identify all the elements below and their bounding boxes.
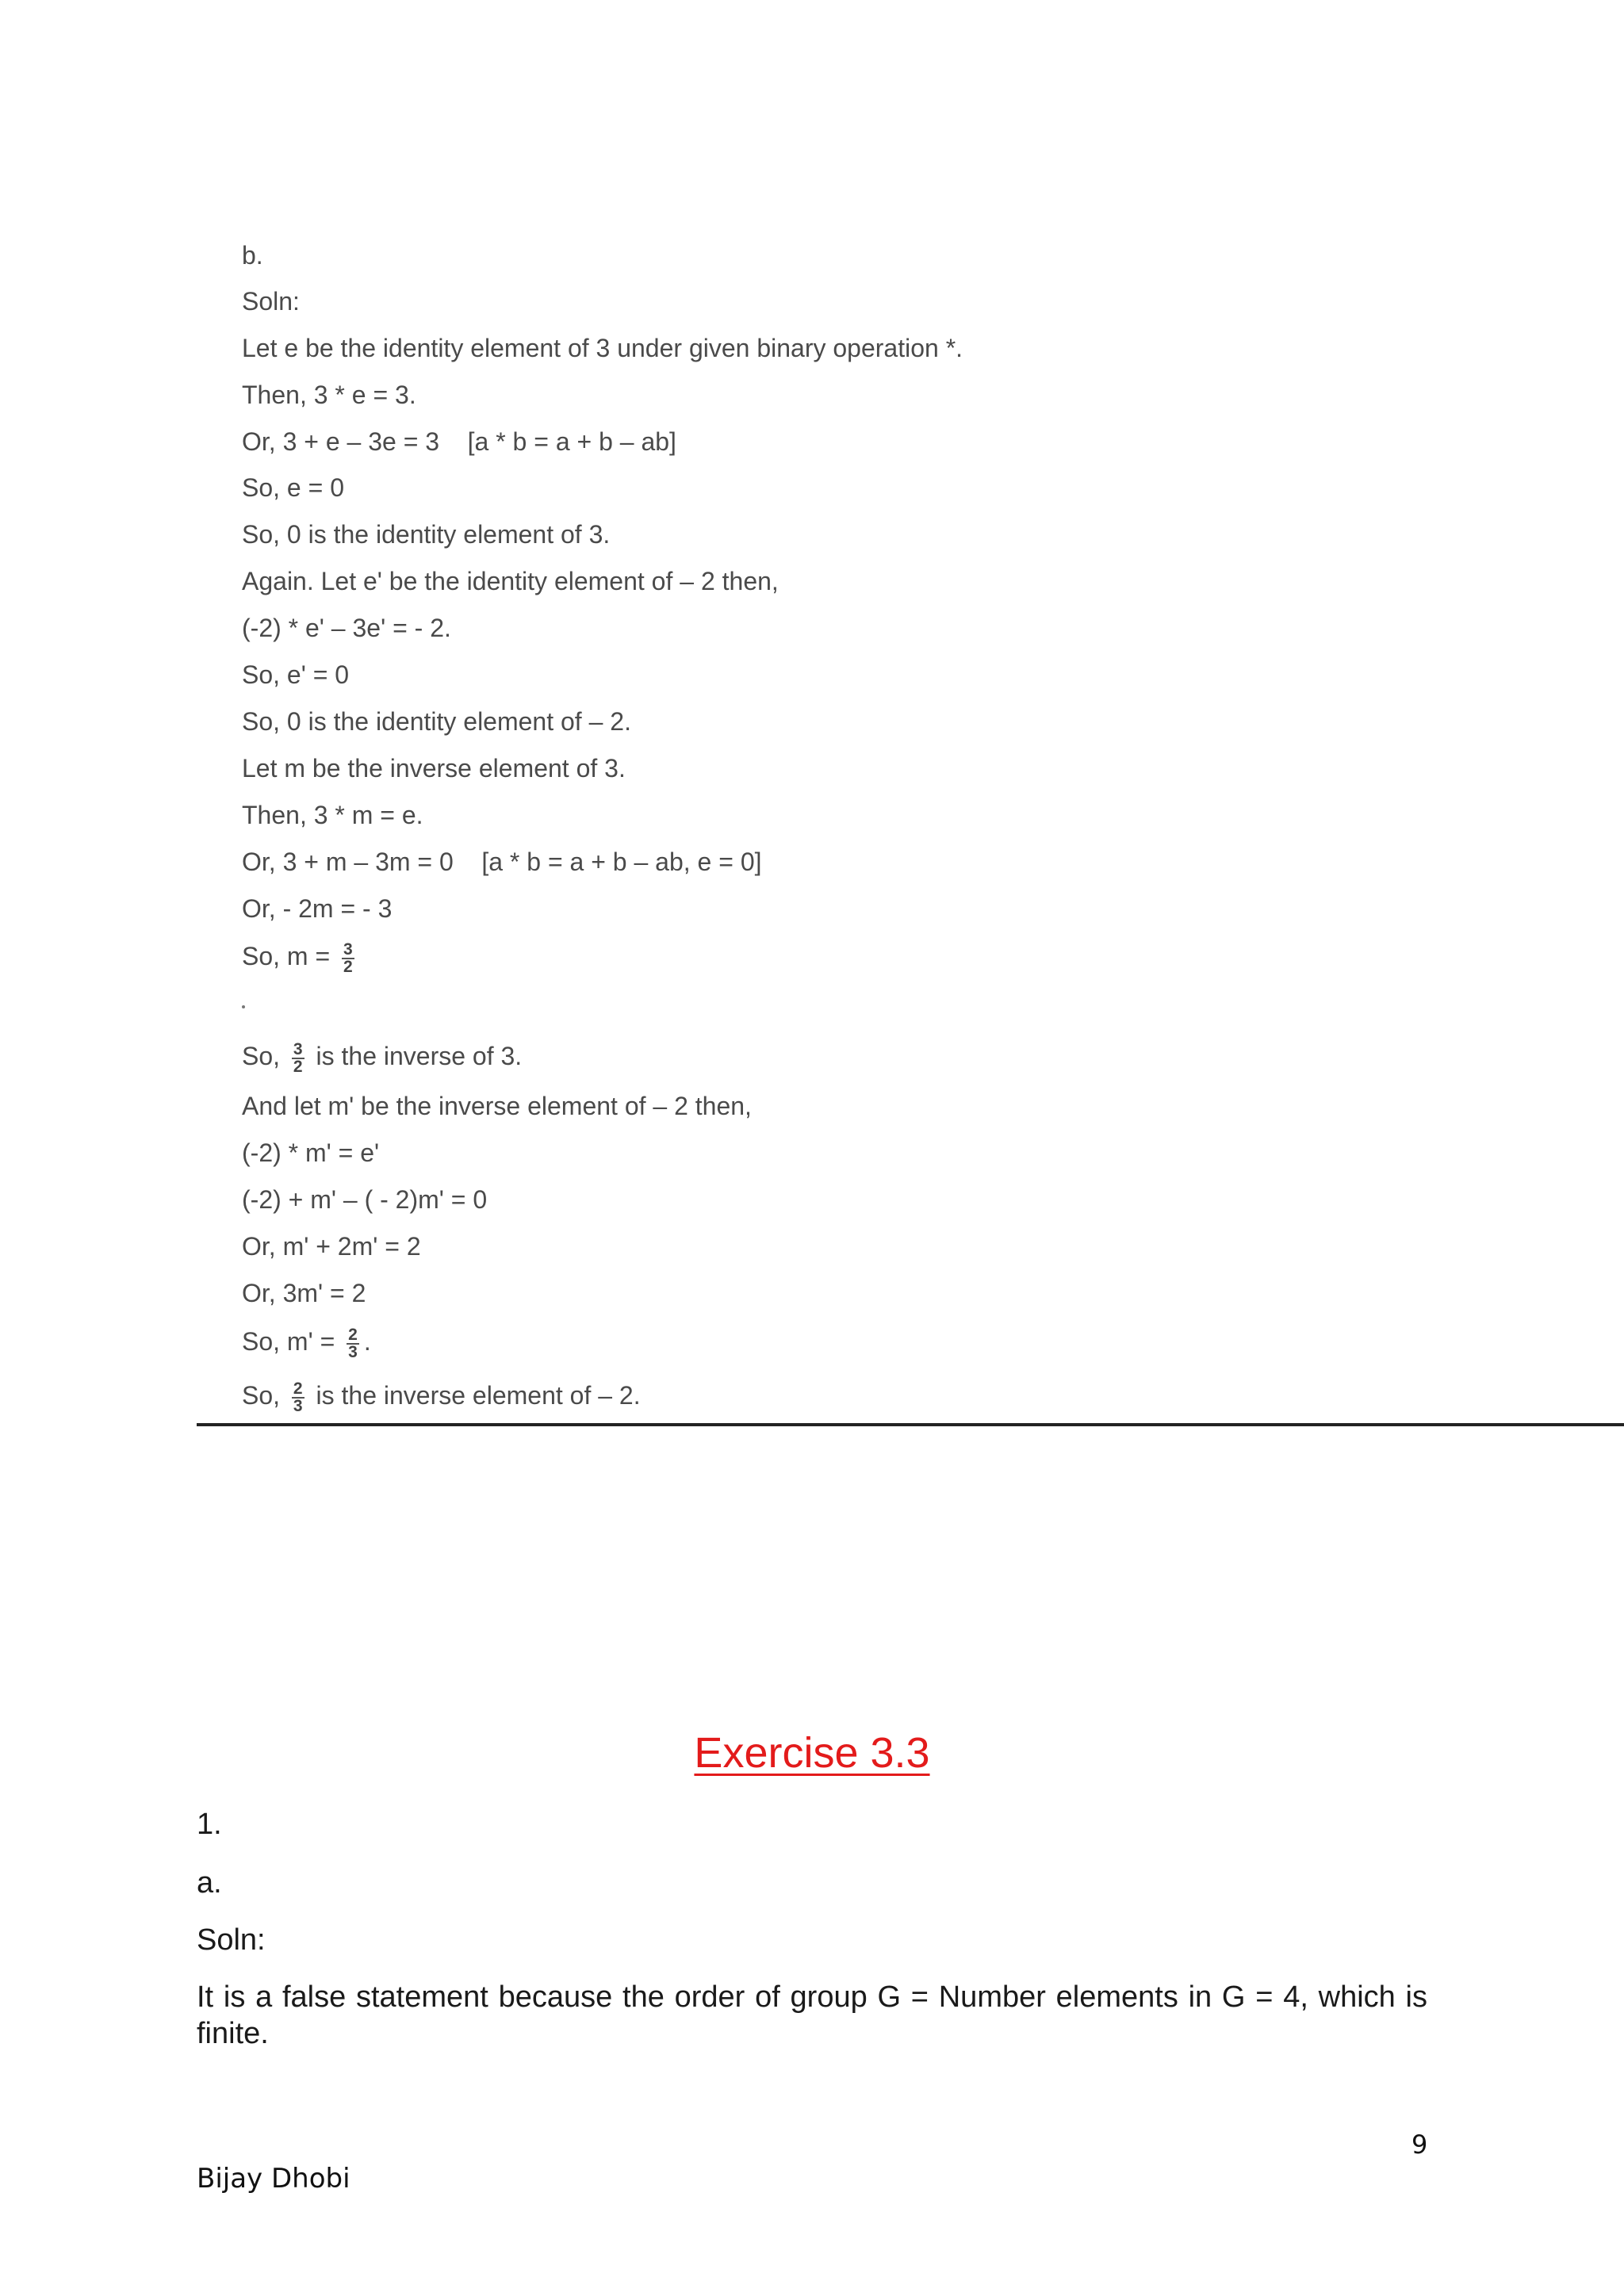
scan-line: So, e = 0 — [242, 473, 344, 502]
fraction-prefix: So, m' = — [242, 1327, 343, 1356]
page-number: 9 — [1411, 2130, 1428, 2160]
fraction-line-m-prime — [242, 1324, 371, 1359]
scan-line: Soln: — [242, 287, 300, 316]
scan-line: b. — [242, 241, 263, 270]
fraction-suffix: is the inverse of 3. — [308, 1042, 523, 1070]
fraction-numerator: 2 — [348, 1325, 358, 1344]
scan-line: Or, 3 + e – 3e = 3 [a * b = a + b – ab] — [242, 427, 676, 456]
scan-line: So, 0 is the identity element of – 2. — [242, 707, 631, 736]
fraction-denominator: 3 — [293, 1396, 303, 1415]
question-number: 1. — [197, 1808, 222, 1841]
scan-line: Then, 3 * m = e. — [242, 801, 423, 829]
fraction — [292, 1039, 304, 1076]
fraction-suffix: . — [363, 1327, 371, 1356]
fraction — [347, 1327, 359, 1360]
scan-speck — [242, 1005, 245, 1008]
scan-line: Or, m' + 2m' = 2 — [242, 1232, 421, 1261]
fraction-denominator: 2 — [343, 957, 353, 976]
scan-line: So, e' = 0 — [242, 660, 350, 689]
fraction — [342, 939, 354, 976]
scan-line: Let m be the inverse element of 3. — [242, 754, 626, 783]
fraction-line-inverse-neg2 — [242, 1378, 641, 1413]
scan-line: (-2) * e' – 3e' = - 2. — [242, 614, 451, 642]
fraction-denominator: 2 — [293, 1057, 303, 1076]
fraction-numerator: 2 — [293, 1379, 303, 1398]
fraction-line-m — [242, 939, 359, 974]
fraction-numerator: 3 — [293, 1039, 303, 1058]
soln-label: Soln: — [197, 1923, 266, 1957]
scan-line: (-2) + m' – ( - 2)m' = 0 — [242, 1185, 488, 1214]
fraction-prefix: So, — [242, 1381, 287, 1410]
fraction-denominator: 3 — [348, 1342, 358, 1361]
scan-line: So, 0 is the identity element of 3. — [242, 520, 611, 549]
horizontal-rule — [197, 1423, 1624, 1426]
scan-line: Or, 3 + m – 3m = 0 [a * b = a + b – ab, e = 0] — [242, 848, 762, 876]
scan-line: Let e be the identity element of 3 under given binary operation *. — [242, 334, 963, 362]
scan-line: Or, - 2m = - 3 — [242, 894, 393, 923]
fraction-prefix: So, — [242, 1042, 287, 1070]
scan-line: And let m' be the inverse element of – 2 then, — [242, 1092, 752, 1120]
fraction-numerator: 3 — [343, 939, 353, 959]
exercise-heading: Exercise 3.3 — [694, 1729, 930, 1777]
answer-paragraph: It is a false statement because the order of group G = Number elements in G = 4, which is finite. — [197, 1980, 1427, 2050]
fraction-line-inverse-3 — [242, 1039, 523, 1076]
scan-line: (-2) * m' = e' — [242, 1138, 380, 1167]
footer-author: Bijay Dhobi — [197, 2163, 350, 2195]
scan-line: Or, 3m' = 2 — [242, 1279, 366, 1307]
fraction — [292, 1381, 304, 1414]
scan-line: Then, 3 * e = 3. — [242, 381, 416, 409]
fraction-prefix: So, m = — [242, 942, 338, 970]
scan-line: Again. Let e' be the identity element of – 2 then, — [242, 567, 779, 595]
fraction-suffix: is the inverse element of – 2. — [308, 1381, 641, 1410]
question-part: a. — [197, 1866, 222, 1900]
